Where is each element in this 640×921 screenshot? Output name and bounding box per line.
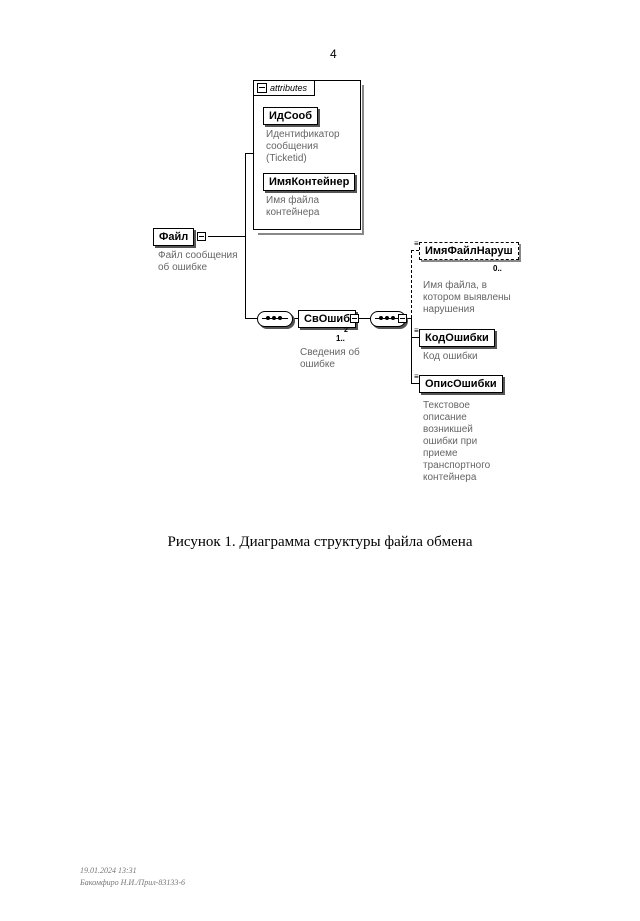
root-node: Файл bbox=[153, 228, 194, 246]
connector bbox=[245, 153, 246, 319]
attributes-label: attributes bbox=[270, 83, 308, 93]
group-node: СвОшиб bbox=[298, 310, 356, 328]
connector bbox=[208, 236, 245, 237]
child-description-opisoshibki: Текстовое описание возникшей ошибки при приеме транспортного контейнера bbox=[423, 400, 491, 483]
child-node-opisoshibki: ≡ ОписОшибки bbox=[419, 375, 503, 393]
attribute-node-imyakonteiner: ИмяКонтейнер bbox=[263, 173, 355, 191]
child-node-kodoshibki: ≡ КодОшибки bbox=[419, 329, 495, 347]
child-node-imyafailnarush: ≡ ИмяФайлНаруш bbox=[419, 242, 519, 260]
attributes-header bbox=[254, 81, 315, 96]
group-multiplicity: 1.. bbox=[336, 334, 345, 343]
group-description: Сведения об ошибке bbox=[300, 347, 360, 370]
attribute-node-idsoob: ИдСооб bbox=[263, 107, 318, 125]
attribute-description-idsoob: Идентификатор сообщения (Ticketid) bbox=[266, 129, 340, 164]
footer-timestamp: 19.01.2024 13:31 bbox=[80, 866, 137, 875]
attribute-description-imyakonteiner: Имя файла контейнера bbox=[266, 195, 320, 218]
connector-optional bbox=[411, 250, 412, 318]
child-description-imyafailnarush: Имя файла, в котором выявлены нарушения bbox=[423, 280, 511, 315]
figure-caption: Рисунок 1. Диаграмма структуры файла обмена bbox=[167, 534, 473, 550]
sequence-compositor-icon bbox=[257, 311, 293, 327]
connector bbox=[411, 318, 412, 383]
child-multiplicity-imyafailnarush: 0.. bbox=[493, 264, 502, 273]
page-number: 4 bbox=[330, 47, 337, 61]
expand-icon bbox=[197, 232, 206, 241]
expand-icon bbox=[398, 314, 407, 323]
footer-signature: Бакомфиро Н.И./Прил-83133-6 bbox=[80, 878, 186, 887]
root-description: Файл сообщения об ошибке bbox=[158, 250, 238, 273]
group-count: 2 bbox=[344, 327, 348, 334]
connector bbox=[245, 318, 257, 319]
expand-icon bbox=[350, 314, 359, 323]
child-description-kodoshibki: Код ошибки bbox=[423, 351, 478, 362]
collapse-icon bbox=[257, 83, 267, 93]
